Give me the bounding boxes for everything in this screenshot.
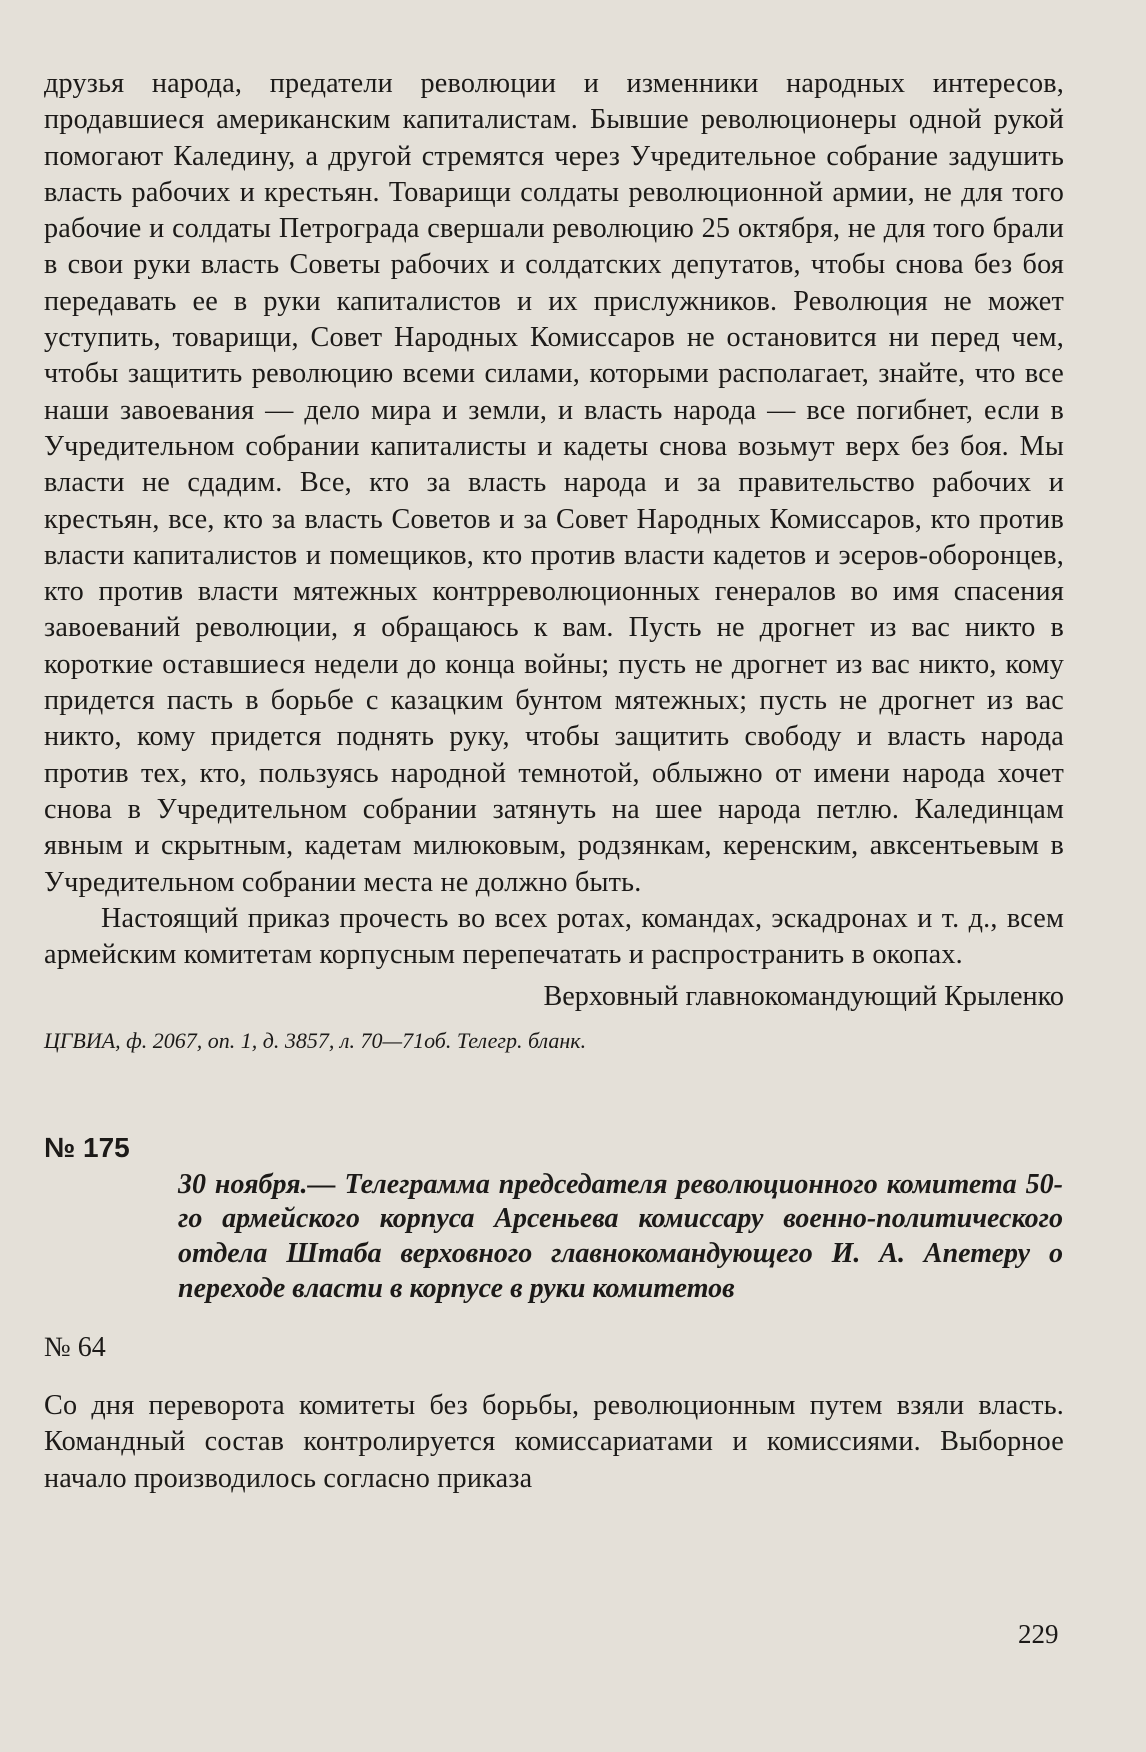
document-heading: 30 ноября.— Телеграмма председателя революционного комитета 50-го армейского корпуса Арсеньева комиссару военно-политического отдела Штаба верховного главнокомандующего И. А. Апетеру о переходе власти в корпусе в руки комитетов bbox=[178, 1168, 1063, 1304]
order-text-paragraph: друзья народа, предатели революции и изменники народных интересов, продавшиеся американским капиталистам. Бывшие революционеры одной рукой помогают Каледину, а другой стремятся через Учредительное собрание задушить власть рабочих и крестьян. Товарищи солдаты революционной армии, не для того рабочие и солдаты Петрограда свершали революцию 25 октября, не для того брали в свои руки власть Советы рабочих и солдатских депутатов, чтобы снова без боя передавать ее в руки капиталистов и их прислужников. Революция не может уступить, товарищи, Совет Народных Комиссаров не остановится ни перед чем, чтобы защитить революцию всеми силами, которыми располагает, знайте, что все наши завоевания — дело мира и земли, и власть народа — все погибнет, если в Учредительном собрании капиталисты и кадеты снова возьмут верх без боя. Мы власти не сдадим. Все, кто за власть народа и за правительство рабочих и крестьян, все, кто за власть Советов и за Совет Народных Комиссаров, кто против власти капиталистов и помещиков, кто против власти кадетов и эсеров-оборонцев, кто против власти мятежных контрреволюционных генералов во имя спасения завоеваний революции, я обращаюсь к вам. Пусть не дрогнет из вас никто в короткие оставшиеся недели до конца войны; пусть не дрогнет из вас никто, кому придется пасть в борьбе с казацким бунтом мятежных; пусть не дрогнет из вас никто, кому придется поднять руку, чтобы защитить свободу и власть народа против тех, кто, пользуясь народной темнотой, облыжно от имени народа хочет снова в Учредительном собрании затянуть на шее народа петлю. Калединцам явным и скрытным, кадетам милюковым, родзянкам, керенским, авксентьевым в Учредительном собрании места не должно быть. bbox=[44, 68, 1064, 898]
telegram-text-paragraph: Со дня переворота комитеты без борьбы, революционным путем взяли власть. Командный состав контролируется комиссариатами и комиссиями. Выборное начало производилось согласно приказа bbox=[44, 1390, 1064, 1494]
signature: Верховный главнокомандующий Крыленко bbox=[543, 981, 1064, 1013]
page-number: 229 bbox=[1018, 1619, 1059, 1649]
order-distribution-paragraph: Настоящий приказ прочесть во всех ротах, командах, эскадронах и т. д., всем армейским комитетам корпусным перепечатать и распространить в окопах. bbox=[44, 902, 1064, 971]
page-content bbox=[44, 66, 1064, 1497]
telegram-number: № 64 bbox=[44, 1332, 106, 1364]
document-number: № 175 bbox=[44, 1131, 130, 1163]
archive-reference: ЦГВИА, ф. 2067, оп. 1, д. 3857, л. 70—71об. Телегр. бланк. bbox=[44, 1027, 587, 1053]
